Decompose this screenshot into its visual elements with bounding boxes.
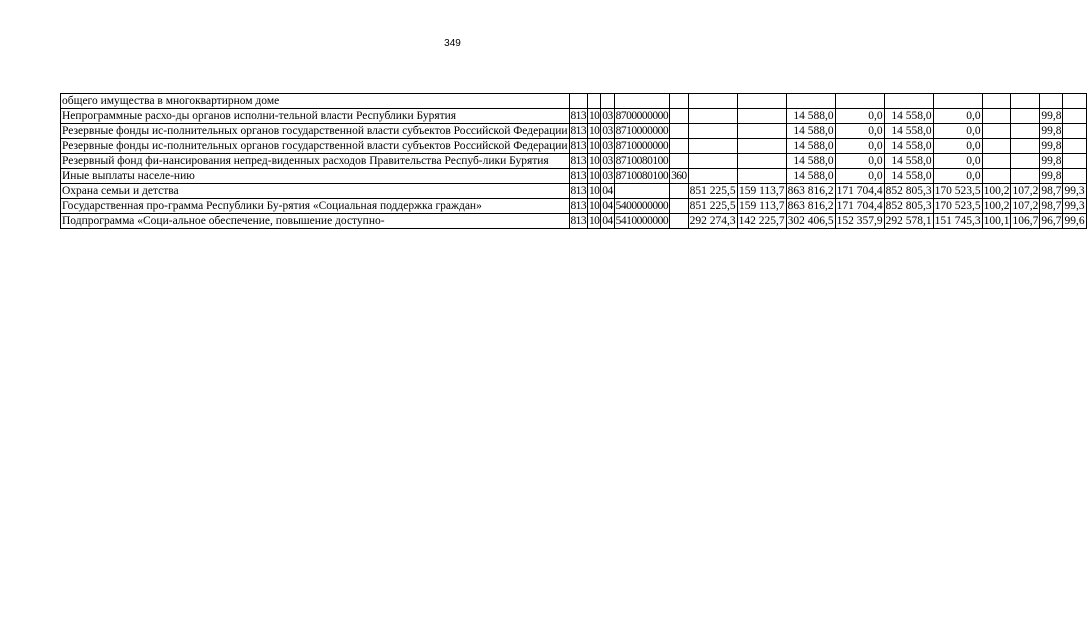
pr-code-cell: 04 bbox=[602, 215, 613, 227]
value-cell: 99,8 bbox=[1041, 155, 1062, 167]
row-name-cell: Государственная про-грамма Республики Бу-рятия «Социальная поддержка граждан» bbox=[61, 199, 570, 214]
table-row bbox=[61, 199, 1087, 214]
vr-code-cell bbox=[670, 184, 688, 199]
value-cell bbox=[688, 139, 737, 154]
pr-code-cell bbox=[601, 94, 614, 109]
rz-code-cell: 10 bbox=[588, 185, 600, 197]
vr-code-cell bbox=[670, 124, 688, 139]
value-cell bbox=[982, 124, 1011, 139]
value-cell bbox=[1011, 169, 1040, 184]
value-cell: 159 113,7 bbox=[738, 200, 785, 212]
gr-code-cell: 813 bbox=[570, 110, 586, 122]
value-cell: 142 225,7 bbox=[738, 215, 785, 227]
value-cell: 14 588,0 bbox=[786, 169, 835, 184]
value-cell bbox=[737, 124, 786, 139]
value-cell bbox=[737, 169, 786, 184]
value-cell bbox=[1063, 154, 1086, 169]
value-cell: 0,0 bbox=[835, 124, 884, 139]
value-cell: 151 745,3 bbox=[934, 215, 981, 227]
value-cell bbox=[982, 109, 1011, 124]
value-cell bbox=[1011, 124, 1040, 139]
cs-code-cell: 8710000000 bbox=[615, 140, 669, 152]
row-name-cell: Подпрограмма «Соци-альное обеспечение, повышение доступно- bbox=[61, 214, 570, 229]
rz-code-cell: 10 bbox=[588, 200, 600, 212]
value-cell bbox=[884, 94, 933, 109]
value-cell: 159 113,7 bbox=[738, 185, 785, 197]
gr-code-cell: 813 bbox=[570, 215, 586, 227]
value-cell: 100,2 bbox=[983, 200, 1010, 212]
pr-code-cell: 03 bbox=[602, 170, 613, 182]
table-row bbox=[61, 184, 1087, 199]
value-cell: 863 816,2 bbox=[787, 185, 834, 197]
pr-code-cell: 03 bbox=[602, 125, 613, 137]
value-cell: 98,7 bbox=[1041, 185, 1062, 197]
value-cell: 99,3 bbox=[1064, 185, 1085, 197]
row-name-cell: Резервный фонд фи-нансирования непред-виденных расходов Правительства Респуб-лики Бурятия bbox=[61, 154, 570, 169]
value-cell bbox=[688, 154, 737, 169]
value-cell: 170 523,5 bbox=[934, 200, 981, 212]
page-number: 349 bbox=[444, 38, 461, 49]
vr-code-cell bbox=[670, 154, 688, 169]
rz-code-cell bbox=[587, 94, 600, 109]
table-row bbox=[61, 124, 1087, 139]
value-cell bbox=[1011, 154, 1040, 169]
value-cell: 851 225,5 bbox=[689, 185, 736, 197]
row-name-cell: Резервные фонды ис-полнительных органов государственной власти субъектов Российской Федерации bbox=[62, 140, 568, 152]
gr-code-cell: 813 bbox=[570, 125, 586, 137]
value-cell: 106,7 bbox=[1012, 215, 1039, 227]
value-cell: 852 805,3 bbox=[885, 200, 932, 212]
value-cell: 0,0 bbox=[933, 109, 982, 124]
value-cell: 0,0 bbox=[835, 169, 884, 184]
budget-table bbox=[60, 93, 1087, 229]
pr-code-cell: 04 bbox=[602, 200, 613, 212]
rz-code-cell: 10 bbox=[588, 215, 600, 227]
cs-code-cell bbox=[614, 184, 670, 199]
value-cell: 292 274,3 bbox=[689, 215, 736, 227]
vr-code-cell bbox=[670, 199, 688, 214]
value-cell bbox=[1011, 94, 1040, 109]
value-cell bbox=[1063, 124, 1086, 139]
value-cell: 170 523,5 bbox=[934, 185, 981, 197]
gr-code-cell bbox=[569, 94, 587, 109]
value-cell bbox=[982, 154, 1011, 169]
value-cell bbox=[688, 169, 737, 184]
value-cell: 99,8 bbox=[1041, 125, 1062, 137]
value-cell bbox=[737, 139, 786, 154]
value-cell: 98,7 bbox=[1041, 200, 1062, 212]
value-cell bbox=[1011, 109, 1040, 124]
value-cell: 863 816,2 bbox=[787, 200, 834, 212]
pr-code-cell: 03 bbox=[602, 155, 613, 167]
value-cell bbox=[1063, 139, 1086, 154]
value-cell: 302 406,5 bbox=[787, 215, 834, 227]
value-cell bbox=[737, 154, 786, 169]
value-cell: 152 357,9 bbox=[836, 215, 883, 227]
value-cell bbox=[1063, 169, 1086, 184]
gr-code-cell: 813 bbox=[570, 170, 586, 182]
value-cell: 14 558,0 bbox=[884, 154, 933, 169]
value-cell: 14 588,0 bbox=[786, 109, 835, 124]
value-cell: 99,6 bbox=[1064, 215, 1085, 227]
table-row bbox=[61, 169, 1087, 184]
pr-code-cell: 03 bbox=[602, 110, 613, 122]
row-name-cell: Резервные фонды ис-полнительных органов государственной власти субъектов Российской Федерации bbox=[62, 125, 568, 137]
value-cell bbox=[1011, 139, 1040, 154]
value-cell bbox=[688, 124, 737, 139]
value-cell: 171 704,4 bbox=[836, 185, 883, 197]
vr-code-cell: 360 bbox=[671, 170, 687, 182]
row-name-cell: общего имущества в многоквартирном доме bbox=[61, 94, 570, 109]
value-cell: 0,0 bbox=[933, 154, 982, 169]
vr-code-cell bbox=[670, 139, 688, 154]
value-cell: 171 704,4 bbox=[836, 200, 883, 212]
value-cell: 14 588,0 bbox=[786, 124, 835, 139]
value-cell bbox=[688, 109, 737, 124]
value-cell bbox=[1063, 109, 1086, 124]
value-cell: 0,0 bbox=[933, 124, 982, 139]
cs-code-cell: 8710080100 bbox=[615, 170, 669, 182]
table-row bbox=[61, 109, 1087, 124]
value-cell bbox=[982, 94, 1011, 109]
value-cell: 0,0 bbox=[835, 109, 884, 124]
value-cell bbox=[737, 109, 786, 124]
rz-code-cell: 10 bbox=[588, 125, 600, 137]
cs-code-cell: 5410000000 bbox=[615, 215, 669, 227]
cs-code-cell: 8710000000 bbox=[615, 125, 669, 137]
gr-code-cell: 813 bbox=[570, 200, 586, 212]
cs-code-cell: 5400000000 bbox=[615, 200, 669, 212]
value-cell bbox=[1063, 94, 1086, 109]
row-name-cell: Непрограммные расхо-ды органов исполни-тельной власти Республики Бурятия bbox=[61, 109, 570, 124]
value-cell: 0,0 bbox=[835, 139, 884, 154]
vr-code-cell bbox=[670, 214, 688, 229]
rz-code-cell: 10 bbox=[588, 140, 600, 152]
value-cell bbox=[1040, 94, 1063, 109]
value-cell: 96,7 bbox=[1041, 215, 1062, 227]
value-cell: 852 805,3 bbox=[885, 185, 932, 197]
cs-code-cell: 8710080100 bbox=[615, 155, 669, 167]
value-cell bbox=[737, 94, 786, 109]
value-cell: 107,2 bbox=[1012, 200, 1039, 212]
gr-code-cell: 813 bbox=[570, 140, 586, 152]
rz-code-cell: 10 bbox=[588, 110, 600, 122]
value-cell: 14 558,0 bbox=[884, 169, 933, 184]
vr-code-cell bbox=[670, 94, 688, 109]
value-cell: 100,2 bbox=[983, 185, 1010, 197]
value-cell: 0,0 bbox=[835, 154, 884, 169]
value-cell: 292 578,1 bbox=[885, 215, 932, 227]
cs-code-cell: 8700000000 bbox=[615, 110, 669, 122]
value-cell bbox=[835, 94, 884, 109]
gr-code-cell: 813 bbox=[570, 185, 586, 197]
value-cell: 14 588,0 bbox=[786, 154, 835, 169]
value-cell: 851 225,5 bbox=[689, 200, 736, 212]
row-name-cell: Охрана семьи и детства bbox=[61, 184, 570, 199]
value-cell: 99,3 bbox=[1064, 200, 1085, 212]
value-cell bbox=[982, 139, 1011, 154]
value-cell bbox=[786, 94, 835, 109]
vr-code-cell bbox=[670, 109, 688, 124]
value-cell: 14 558,0 bbox=[884, 109, 933, 124]
row-name-cell: Иные выплаты населе-нию bbox=[61, 169, 570, 184]
value-cell: 14 558,0 bbox=[884, 124, 933, 139]
pr-code-cell: 04 bbox=[602, 185, 613, 197]
value-cell bbox=[933, 94, 982, 109]
pr-code-cell: 03 bbox=[602, 140, 613, 152]
table-row bbox=[61, 154, 1087, 169]
gr-code-cell: 813 bbox=[570, 155, 586, 167]
value-cell: 0,0 bbox=[933, 139, 982, 154]
rz-code-cell: 10 bbox=[588, 155, 600, 167]
value-cell: 14 588,0 bbox=[786, 139, 835, 154]
value-cell bbox=[982, 169, 1011, 184]
table-row bbox=[61, 139, 1087, 154]
value-cell: 0,0 bbox=[933, 169, 982, 184]
value-cell: 14 558,0 bbox=[884, 139, 933, 154]
value-cell: 99,8 bbox=[1041, 170, 1062, 182]
value-cell: 107,2 bbox=[1012, 185, 1039, 197]
value-cell: 100,1 bbox=[983, 215, 1010, 227]
table-row bbox=[61, 214, 1087, 229]
rz-code-cell: 10 bbox=[588, 170, 600, 182]
table-row bbox=[61, 94, 1087, 109]
cs-code-cell bbox=[614, 94, 670, 109]
value-cell bbox=[688, 94, 737, 109]
value-cell: 99,8 bbox=[1041, 140, 1062, 152]
value-cell: 99,8 bbox=[1041, 110, 1062, 122]
